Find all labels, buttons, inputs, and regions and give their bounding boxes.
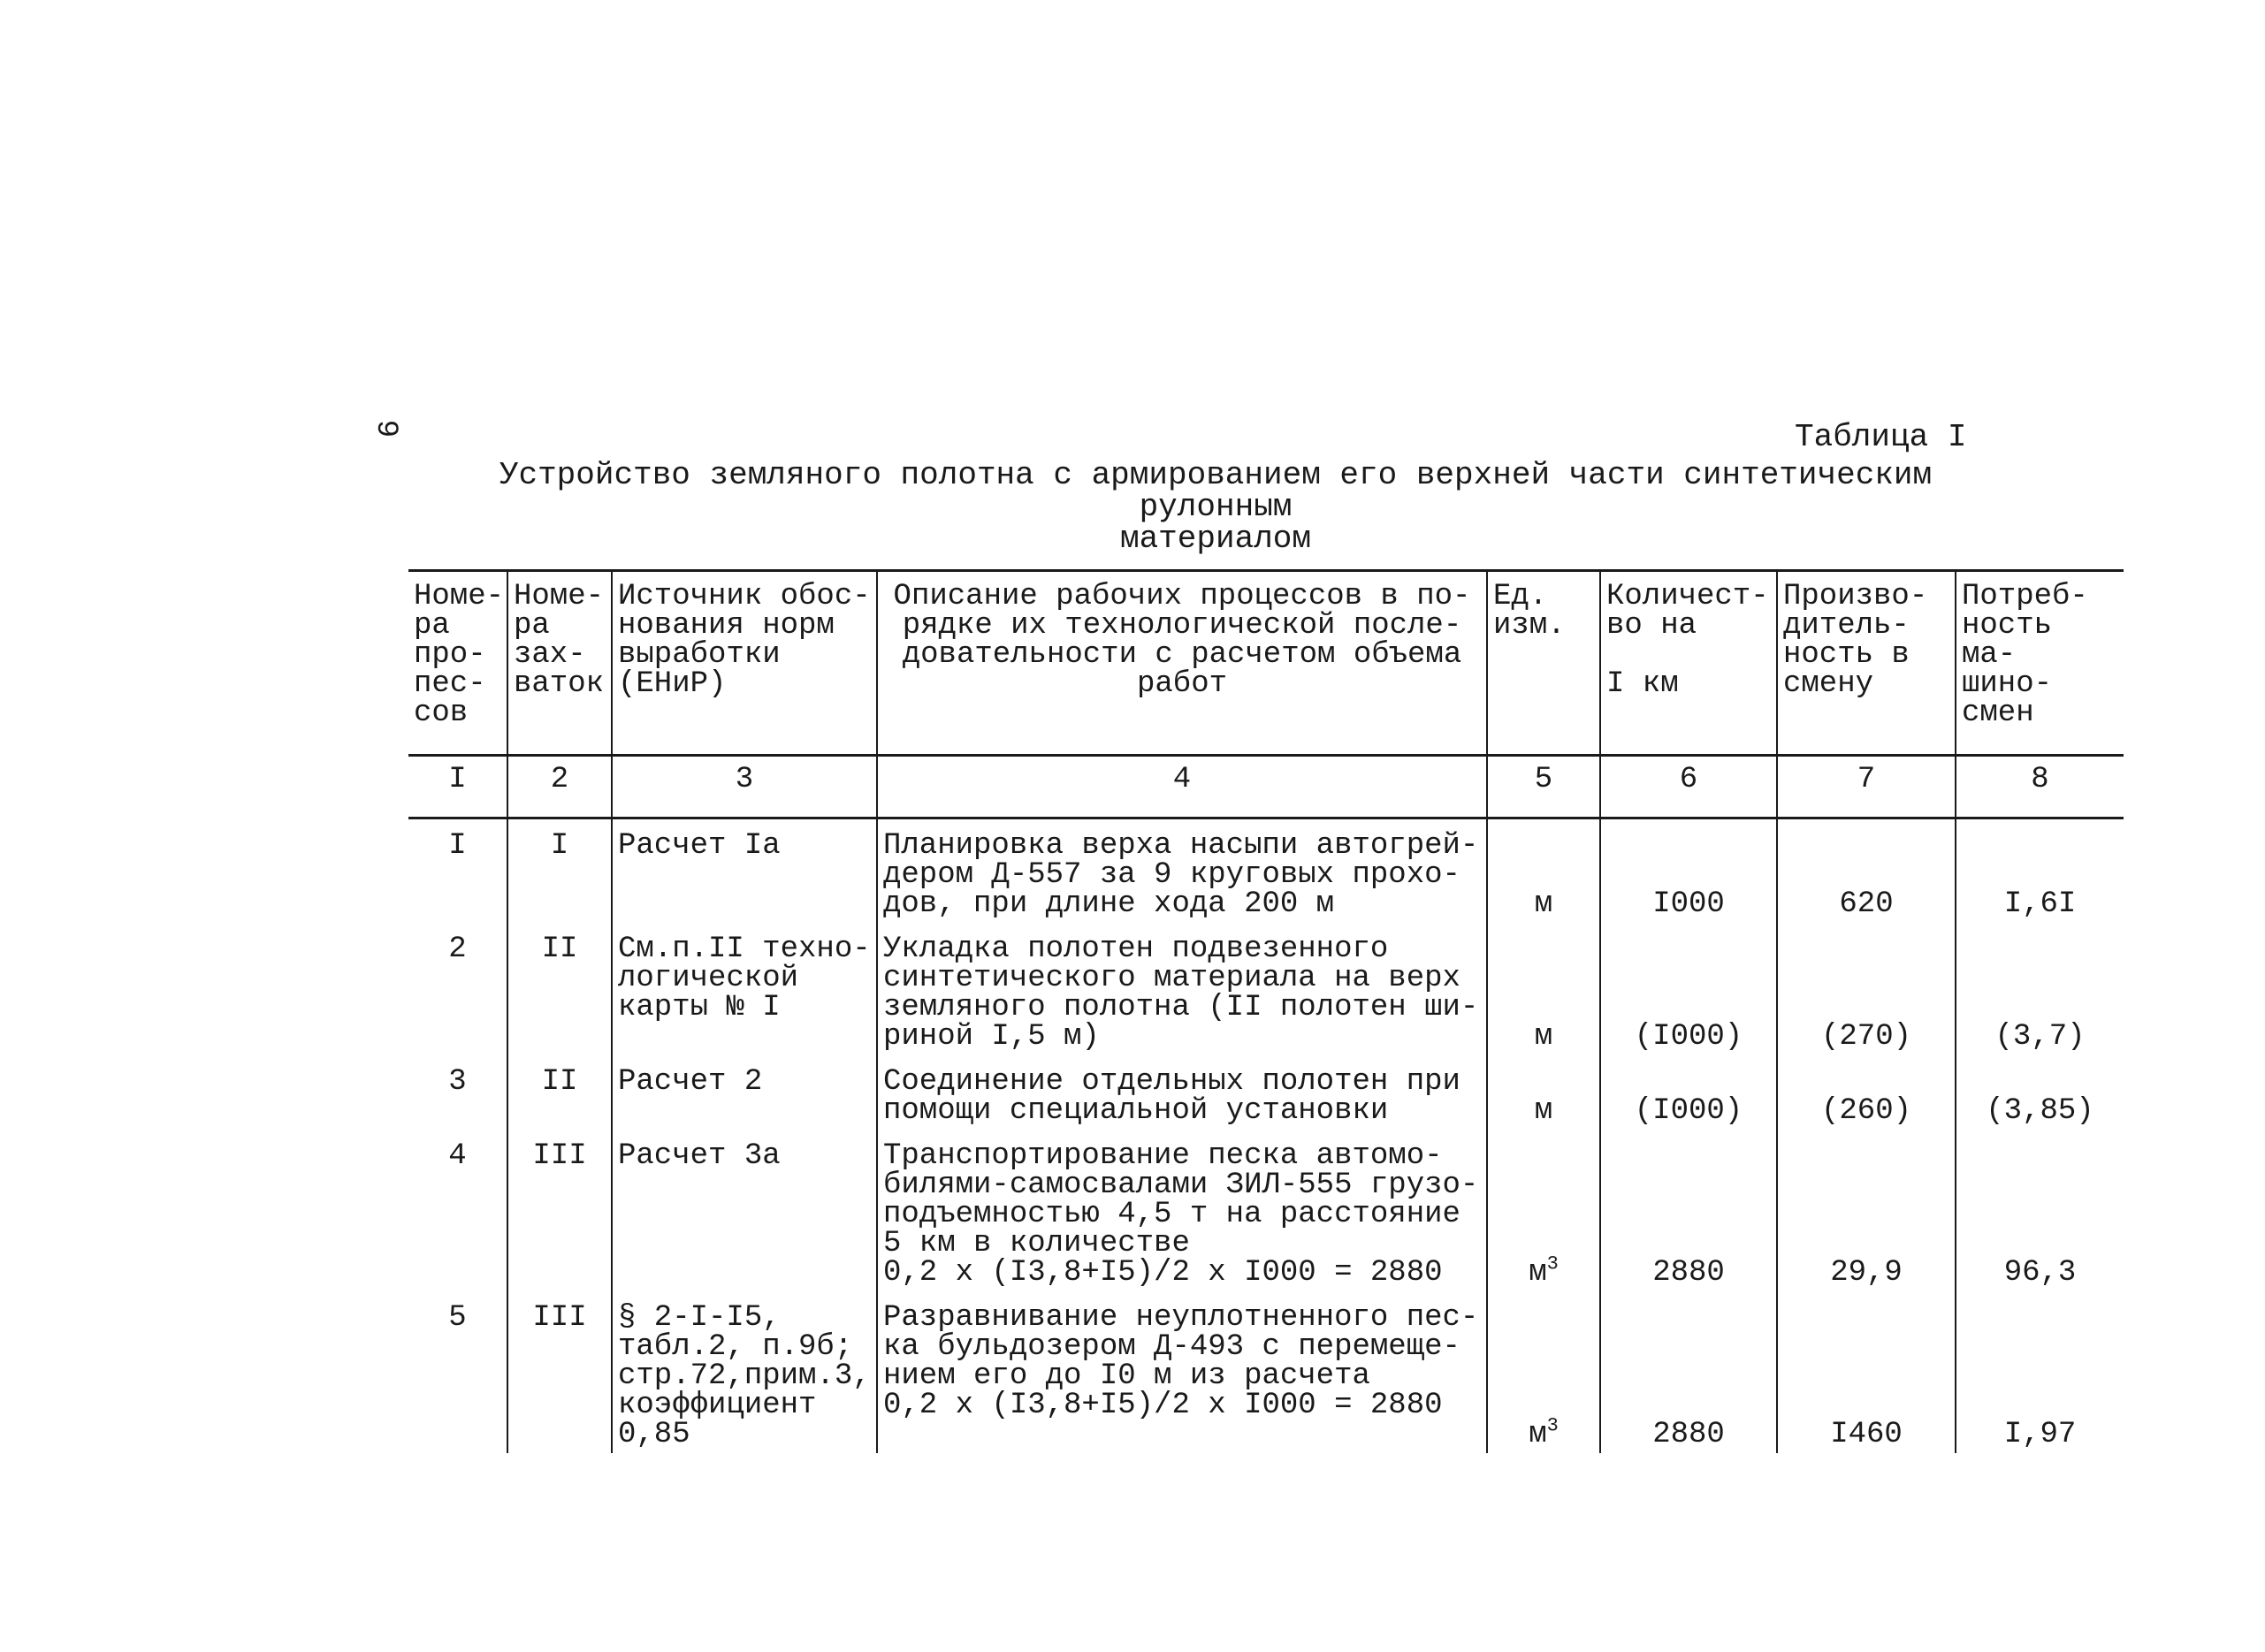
productivity: 620 xyxy=(1777,818,1956,924)
quantity: I000 xyxy=(1600,818,1777,924)
machine-shifts: (3,85) xyxy=(1956,1055,2124,1130)
unit-text: м xyxy=(1534,1094,1553,1128)
productivity: 29,9 xyxy=(1777,1130,1956,1291)
unit xyxy=(1487,818,1600,924)
norm-source: См.п.II техно- логической карты № I xyxy=(612,923,877,1055)
column-number: 7 xyxy=(1777,756,1956,818)
machine-shifts: 96,3 xyxy=(1956,1130,2124,1291)
column-number-row xyxy=(408,756,2124,818)
process-number: 2 xyxy=(448,933,467,966)
process-description: Соединение отдельных полотен при помощи специальной установки xyxy=(877,1055,1487,1130)
column-number: 3 xyxy=(612,756,877,818)
machine-shifts: (3,7) xyxy=(1956,923,2124,1055)
header-productivity: Произво- дитель- ность в смену xyxy=(1777,571,1956,756)
machine-shifts: I,6I xyxy=(1956,818,2124,924)
norm-source: Расчет Iа xyxy=(612,818,877,924)
table-title-line-2: материалом xyxy=(1119,521,1312,557)
norm-source: § 2-I-I5, табл.2, п.9б; стр.72,прим.3, коэффициент 0,85 xyxy=(612,1291,877,1453)
unit-text: м xyxy=(1534,887,1553,921)
section-number: III xyxy=(507,1130,612,1291)
process-number: I xyxy=(448,829,467,863)
section-number: II xyxy=(507,923,612,1055)
unit-superscript: 3 xyxy=(1546,1252,1559,1275)
section-number: III xyxy=(507,1291,612,1453)
table-row xyxy=(408,818,2124,924)
process-description: Укладка полотен подвезенного синтетического материала на верх земляного полотна (II полотен ши- риной I,5 м) xyxy=(877,923,1487,1055)
unit xyxy=(1487,1055,1600,1130)
productivity: I460 xyxy=(1777,1291,1956,1453)
quantity: (I000) xyxy=(1600,1055,1777,1130)
process-description: Планировка верха насыпи автогрей- дером Д-557 за 9 круговых прохо- дов, при длине хода 200 м xyxy=(877,818,1487,924)
header-unit: Ед. изм. xyxy=(1487,571,1600,756)
table-row xyxy=(408,923,2124,1055)
table-row xyxy=(408,1055,2124,1130)
quantity: 2880 xyxy=(1600,1291,1777,1453)
column-number: 8 xyxy=(1956,756,2124,818)
table-row xyxy=(408,1130,2124,1291)
unit-text: м xyxy=(1529,1256,1547,1290)
header-norm-source: Источник обос- нования норм выработки (ЕНиР) xyxy=(612,571,877,756)
header-process-number: Номе- ра про- пес- сов xyxy=(408,571,507,756)
process-number: 4 xyxy=(448,1139,467,1173)
process-description: Транспортирование песка автомо- билями-самосвалами ЗИЛ-555 грузо- подъемностью 4,5 т на расстояние 5 км в количестве 0,2 х (I3,8+I5)/2 х I000 = 2880 xyxy=(877,1130,1487,1291)
quantity: (I000) xyxy=(1600,923,1777,1055)
norm-source: Расчет 2 xyxy=(612,1055,877,1130)
unit-text: м xyxy=(1534,1020,1553,1054)
productivity: (260) xyxy=(1777,1055,1956,1130)
table-title xyxy=(442,457,1989,557)
header-section-number: Номе- ра зах- ваток xyxy=(507,571,612,756)
page-number: 9 xyxy=(369,419,403,438)
table-row xyxy=(408,1291,2124,1453)
unit xyxy=(1487,1291,1600,1453)
section-number: II xyxy=(507,1055,612,1130)
machine-shifts: I,97 xyxy=(1956,1291,2124,1453)
productivity: (270) xyxy=(1777,923,1956,1055)
unit xyxy=(1487,1130,1600,1291)
process-description: Разравнивание неуплотненного пес- ка бульдозером Д-493 с перемеще- нием его до I0 м из расчета 0,2 х (I3,8+I5)/2 х I000 = 2880 xyxy=(877,1291,1487,1453)
works-table xyxy=(408,569,2124,1453)
section-number: I xyxy=(507,818,612,924)
table-title-line-1: Устройство земляного полотна с армированием его верхней части синтетическим рулонным xyxy=(499,457,1933,525)
header-machine-shifts: Потреб- ность ма- шино-смен xyxy=(1956,571,2124,756)
process-number: 5 xyxy=(448,1301,467,1335)
column-number: 5 xyxy=(1487,756,1600,818)
column-number: 6 xyxy=(1600,756,1777,818)
unit xyxy=(1487,923,1600,1055)
unit-text: м xyxy=(1529,1418,1547,1451)
column-number: 2 xyxy=(507,756,612,818)
process-number: 3 xyxy=(448,1065,467,1099)
column-number: 4 xyxy=(877,756,1487,818)
header-quantity: Количест- во на I км xyxy=(1600,571,1777,756)
header-process-description: Описание рабочих процессов в по- рядке их технологической после- довательности с расчетом объема работ xyxy=(877,571,1487,756)
table-header-row xyxy=(408,571,2124,756)
unit-superscript: 3 xyxy=(1546,1414,1559,1437)
column-number: I xyxy=(408,756,507,818)
table-label: Таблица I xyxy=(1795,419,1967,455)
quantity: 2880 xyxy=(1600,1130,1777,1291)
norm-source: Расчет 3а xyxy=(612,1130,877,1291)
